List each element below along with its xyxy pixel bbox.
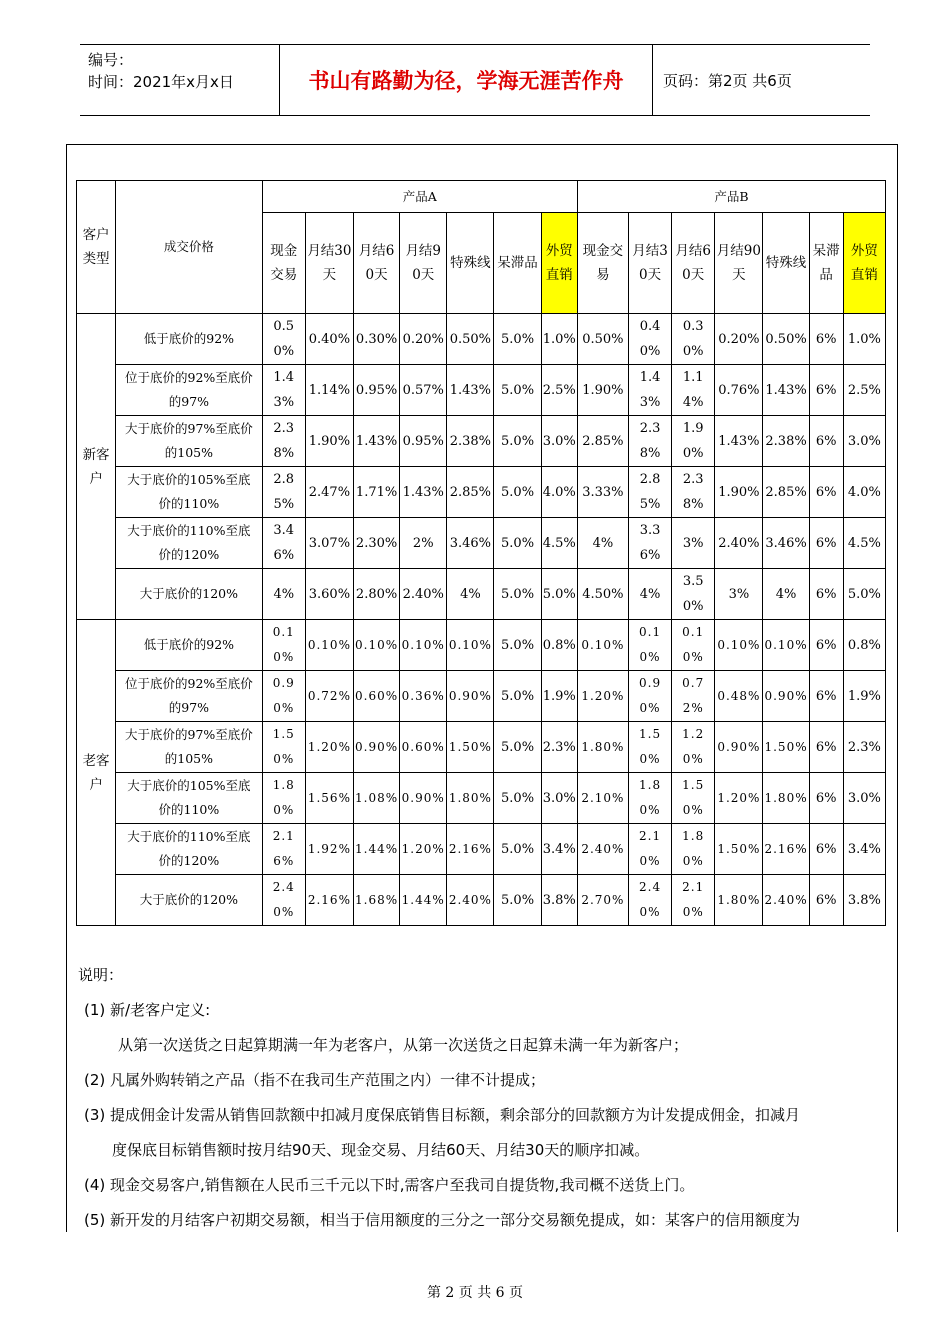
rate-cell-b: 0.10% — [672, 620, 715, 671]
rate-cell-a: 1.14% — [305, 365, 353, 416]
rate-cell-a: 2% — [400, 518, 447, 569]
rate-cell-a: 5.0% — [494, 569, 541, 620]
rate-cell-a: 1.43% — [400, 467, 447, 518]
product-b-term-header: 外贸直销 — [843, 213, 885, 314]
rate-cell-a: 2.3% — [541, 722, 577, 773]
rate-cell-b: 1.80% — [715, 875, 763, 926]
rate-cell-b: 2.3% — [843, 722, 885, 773]
rate-cell-b: 0.10% — [628, 620, 671, 671]
rate-cell-b: 6% — [809, 467, 843, 518]
rate-cell-a: 0.95% — [354, 365, 400, 416]
note-1-detail: 从第一次送货之日起算期满一年为老客户，从第一次送货之日起算未满一年为新客户； — [118, 1036, 689, 1054]
product-a-header: 产品A — [262, 181, 577, 213]
rate-cell-a: 0.36% — [400, 671, 447, 722]
rate-cell-b: 3.0% — [843, 416, 885, 467]
note-1: (1) 新/老客户定义: — [84, 1001, 211, 1019]
rate-cell-b: 2.40% — [628, 875, 671, 926]
rate-cell-b: 0.10% — [715, 620, 763, 671]
rate-cell-a: 0.60% — [400, 722, 447, 773]
rate-cell-b: 6% — [809, 518, 843, 569]
rate-cell-a: 3.07% — [305, 518, 353, 569]
rate-cell-a: 1.08% — [354, 773, 400, 824]
rate-cell-b: 0.90% — [628, 671, 671, 722]
rate-cell-a: 2.38% — [262, 416, 305, 467]
rate-cell-a: 5.0% — [494, 467, 541, 518]
notes-title: 说明： — [78, 966, 124, 984]
rate-cell-b: 1.20% — [577, 671, 628, 722]
rate-cell-a: 5.0% — [494, 416, 541, 467]
product-a-term-header: 月结90天 — [400, 213, 447, 314]
rate-cell-b: 4% — [763, 569, 809, 620]
page-footer: 第 2 页 共 6 页 — [426, 1285, 524, 1301]
rate-cell-b: 6% — [809, 722, 843, 773]
rate-cell-a: 1.90% — [305, 416, 353, 467]
rate-cell-b: 2.38% — [763, 416, 809, 467]
rate-cell-b: 3% — [715, 569, 763, 620]
rate-cell-a: 0.10% — [400, 620, 447, 671]
note-3: (3) 提成佣金计发需从销售回款额中扣减月度保底销售目标额，剩余部分的回款额方为计发提成佣金，扣减月 — [84, 1106, 801, 1124]
rate-cell-a: 2.40% — [400, 569, 447, 620]
header-row-products — [77, 181, 886, 213]
rate-cell-a: 1.9% — [541, 671, 577, 722]
rate-cell-a: 1.44% — [354, 824, 400, 875]
table-row — [77, 620, 886, 671]
rate-cell-b: 0.8% — [843, 620, 885, 671]
rate-cell-a: 5.0% — [494, 518, 541, 569]
rate-cell-b: 0.90% — [715, 722, 763, 773]
rate-cell-b: 2.70% — [577, 875, 628, 926]
product-b-term-header: 月结30天 — [628, 213, 671, 314]
rate-cell-b: 6% — [809, 569, 843, 620]
product-a-term-header: 呆滞品 — [494, 213, 541, 314]
rate-cell-b: 6% — [809, 365, 843, 416]
rate-cell-b: 1.20% — [715, 773, 763, 824]
rate-cell-b: 0.30% — [672, 314, 715, 365]
rate-cell-b: 1.20% — [672, 722, 715, 773]
price-range-label: 位于底价的92%至底价的97% — [116, 671, 263, 722]
table-row — [77, 671, 886, 722]
price-range-label: 大于底价的97%至底价的105% — [116, 416, 263, 467]
rate-cell-b: 6% — [809, 620, 843, 671]
product-b-term-header: 月结60天 — [672, 213, 715, 314]
rate-cell-b: 6% — [809, 824, 843, 875]
price-range-label: 大于底价的110%至底价的120% — [116, 824, 263, 875]
rate-cell-b: 1.50% — [672, 773, 715, 824]
rate-cell-a: 0.72% — [305, 671, 353, 722]
rate-cell-a: 1.80% — [447, 773, 494, 824]
rate-cell-b: 1.43% — [628, 365, 671, 416]
rate-cell-b: 1.43% — [715, 416, 763, 467]
rate-cell-a: 1.71% — [354, 467, 400, 518]
rate-cell-a: 5.0% — [494, 773, 541, 824]
rate-cell-a: 1.0% — [541, 314, 577, 365]
rate-cell-b: 2.10% — [672, 875, 715, 926]
rate-cell-a: 5.0% — [494, 620, 541, 671]
rate-cell-a: 2.30% — [354, 518, 400, 569]
rate-cell-a: 0.50% — [447, 314, 494, 365]
price-range-label: 大于底价的97%至底价的105% — [116, 722, 263, 773]
rate-cell-b: 0.10% — [577, 620, 628, 671]
rate-cell-b: 1.50% — [628, 722, 671, 773]
rate-cell-b: 4.5% — [843, 518, 885, 569]
rate-cell-b: 2.38% — [672, 467, 715, 518]
rate-cell-b: 4.50% — [577, 569, 628, 620]
rate-cell-a: 1.56% — [305, 773, 353, 824]
rate-cell-b: 1.50% — [715, 824, 763, 875]
product-a-term-header: 外贸直销 — [541, 213, 577, 314]
table-row — [77, 416, 886, 467]
rate-cell-b: 0.20% — [715, 314, 763, 365]
rate-cell-a: 0.60% — [354, 671, 400, 722]
note-2: (2) 凡属外购转销之产品（指不在我司生产范围之内）一律不计提成； — [84, 1071, 546, 1089]
rate-cell-b: 1.90% — [577, 365, 628, 416]
table-row — [77, 875, 886, 926]
rate-cell-a: 1.92% — [305, 824, 353, 875]
commission-table — [76, 180, 886, 926]
rate-cell-a: 2.40% — [262, 875, 305, 926]
rate-cell-a: 0.8% — [541, 620, 577, 671]
rate-cell-b: 6% — [809, 773, 843, 824]
number-label: 编号： — [88, 51, 134, 69]
rate-cell-b: 1.0% — [843, 314, 885, 365]
rate-cell-a: 2.85% — [262, 467, 305, 518]
rate-cell-b: 0.50% — [763, 314, 809, 365]
rate-cell-b: 3.0% — [843, 773, 885, 824]
rate-cell-b: 0.72% — [672, 671, 715, 722]
product-a-term-header: 现金交易 — [262, 213, 305, 314]
rate-cell-a: 5.0% — [494, 365, 541, 416]
price-header: 成交价格 — [116, 181, 263, 314]
rate-cell-b: 1.9% — [843, 671, 885, 722]
note-5: (5) 新开发的月结客户初期交易额，相当于信用额度的三分之一部分交易额免提成，如：某客户的信用额度为 — [84, 1211, 801, 1229]
rate-cell-b: 0.76% — [715, 365, 763, 416]
rate-cell-a: 3.0% — [541, 416, 577, 467]
page-header — [80, 44, 870, 116]
rate-cell-a: 1.43% — [262, 365, 305, 416]
rate-cell-b: 3% — [672, 518, 715, 569]
rate-cell-a: 1.20% — [305, 722, 353, 773]
notes-section — [78, 958, 898, 1238]
table-row — [77, 722, 886, 773]
rate-cell-a: 1.80% — [262, 773, 305, 824]
price-range-label: 低于底价的92% — [116, 620, 263, 671]
rate-cell-b: 1.43% — [763, 365, 809, 416]
rate-cell-a: 2.16% — [262, 824, 305, 875]
rate-cell-b: 2.85% — [577, 416, 628, 467]
customer-group-label: 老客户 — [77, 620, 116, 926]
rate-cell-b: 3.8% — [843, 875, 885, 926]
rate-cell-b: 1.50% — [763, 722, 809, 773]
rate-cell-a: 4% — [262, 569, 305, 620]
rate-cell-b: 4% — [628, 569, 671, 620]
rate-cell-a: 5.0% — [494, 875, 541, 926]
rate-cell-b: 3.36% — [628, 518, 671, 569]
page-info: 页码：第2页 共6页 — [663, 71, 792, 90]
rate-cell-a: 3.46% — [447, 518, 494, 569]
rate-cell-b: 6% — [809, 416, 843, 467]
rate-cell-a: 3.8% — [541, 875, 577, 926]
table-row — [77, 365, 886, 416]
table-row — [77, 824, 886, 875]
rate-cell-a: 2.5% — [541, 365, 577, 416]
rate-cell-b: 6% — [809, 875, 843, 926]
rate-cell-b: 1.80% — [763, 773, 809, 824]
price-range-label: 大于底价的105%至底价的110% — [116, 467, 263, 518]
rate-cell-a: 3.4% — [541, 824, 577, 875]
rate-cell-b: 0.50% — [577, 314, 628, 365]
rate-cell-a: 2.80% — [354, 569, 400, 620]
table-row — [77, 518, 886, 569]
rate-cell-b: 2.40% — [763, 875, 809, 926]
rate-cell-a: 2.47% — [305, 467, 353, 518]
customer-type-header: 客户类型 — [77, 181, 116, 314]
rate-cell-b: 2.40% — [577, 824, 628, 875]
rate-cell-a: 0.40% — [305, 314, 353, 365]
product-b-term-header: 呆滞品 — [809, 213, 843, 314]
rate-cell-a: 0.10% — [305, 620, 353, 671]
rate-cell-a: 1.50% — [262, 722, 305, 773]
product-b-term-header: 特殊线 — [763, 213, 809, 314]
rate-cell-a: 3.60% — [305, 569, 353, 620]
rate-cell-a: 0.20% — [400, 314, 447, 365]
rate-cell-b: 0.90% — [763, 671, 809, 722]
rate-cell-a: 0.50% — [262, 314, 305, 365]
product-a-term-header: 月结60天 — [354, 213, 400, 314]
product-b-term-header: 现金交易 — [577, 213, 628, 314]
rate-cell-b: 2.85% — [628, 467, 671, 518]
rate-cell-b: 4.0% — [843, 467, 885, 518]
rate-cell-a: 5.0% — [494, 824, 541, 875]
header-meta — [80, 45, 280, 115]
rate-cell-b: 1.90% — [715, 467, 763, 518]
rate-cell-b: 2.85% — [763, 467, 809, 518]
rate-cell-b: 3.33% — [577, 467, 628, 518]
customer-group-label: 新客户 — [77, 314, 116, 620]
rate-cell-a: 2.85% — [447, 467, 494, 518]
rate-cell-a: 0.90% — [354, 722, 400, 773]
time-label: 时间：2021年x月x日 — [88, 73, 234, 91]
rate-cell-a: 0.30% — [354, 314, 400, 365]
rate-cell-a: 0.10% — [447, 620, 494, 671]
rate-cell-a: 5.0% — [541, 569, 577, 620]
rate-cell-a: 5.0% — [494, 722, 541, 773]
rate-cell-b: 1.14% — [672, 365, 715, 416]
rate-cell-a: 1.20% — [400, 824, 447, 875]
rate-cell-b: 3.4% — [843, 824, 885, 875]
rate-cell-b: 3.46% — [763, 518, 809, 569]
rate-cell-a: 0.10% — [262, 620, 305, 671]
rate-cell-b: 1.80% — [628, 773, 671, 824]
rate-cell-b: 0.40% — [628, 314, 671, 365]
rate-cell-a: 3.0% — [541, 773, 577, 824]
rate-cell-b: 1.90% — [672, 416, 715, 467]
rate-cell-b: 1.80% — [577, 722, 628, 773]
rate-cell-a: 4% — [447, 569, 494, 620]
rate-cell-b: 5.0% — [843, 569, 885, 620]
rate-cell-a: 0.95% — [400, 416, 447, 467]
product-a-term-header: 特殊线 — [447, 213, 494, 314]
rate-cell-b: 0.10% — [763, 620, 809, 671]
price-range-label: 大于底价的110%至底价的120% — [116, 518, 263, 569]
rate-cell-b: 6% — [809, 314, 843, 365]
note-3-cont: 度保底目标销售额时按月结90天、现金交易、月结60天、月结30天的顺序扣减。 — [112, 1141, 650, 1159]
price-range-label: 位于底价的92%至底价的97% — [116, 365, 263, 416]
rate-cell-b: 2.5% — [843, 365, 885, 416]
rate-cell-a: 1.68% — [354, 875, 400, 926]
rate-cell-a: 2.16% — [447, 824, 494, 875]
rate-cell-a: 3.46% — [262, 518, 305, 569]
rate-cell-b: 6% — [809, 671, 843, 722]
price-range-label: 低于底价的92% — [116, 314, 263, 365]
rate-cell-b: 2.40% — [715, 518, 763, 569]
rate-cell-a: 1.43% — [447, 365, 494, 416]
rate-cell-b: 2.10% — [628, 824, 671, 875]
rate-cell-a: 4.5% — [541, 518, 577, 569]
rate-cell-a: 5.0% — [494, 671, 541, 722]
table-row — [77, 467, 886, 518]
rate-cell-a: 0.90% — [400, 773, 447, 824]
rate-cell-a: 0.57% — [400, 365, 447, 416]
rate-cell-a: 2.40% — [447, 875, 494, 926]
note-4: (4) 现金交易客户,销售额在人民币三千元以下时,需客户至我司自提货物,我司概不送货上门。 — [84, 1176, 695, 1194]
rate-cell-b: 3.50% — [672, 569, 715, 620]
product-a-term-header: 月结30天 — [305, 213, 353, 314]
rate-cell-b: 1.80% — [672, 824, 715, 875]
rate-cell-b: 2.16% — [763, 824, 809, 875]
product-b-term-header: 月结90天 — [715, 213, 763, 314]
rate-cell-a: 0.10% — [354, 620, 400, 671]
price-range-label: 大于底价的105%至底价的110% — [116, 773, 263, 824]
rate-cell-a: 0.90% — [447, 671, 494, 722]
table-row — [77, 314, 886, 365]
rate-cell-b: 4% — [577, 518, 628, 569]
motto: 书山有路勤为径，学海无涯苦作舟 — [280, 45, 653, 115]
rate-cell-a: 1.43% — [354, 416, 400, 467]
rate-cell-a: 5.0% — [494, 314, 541, 365]
rate-cell-a: 1.50% — [447, 722, 494, 773]
price-range-label: 大于底价的120% — [116, 875, 263, 926]
rate-cell-b: 2.10% — [577, 773, 628, 824]
table-row — [77, 773, 886, 824]
rate-cell-b: 2.38% — [628, 416, 671, 467]
rate-cell-b: 0.48% — [715, 671, 763, 722]
rate-cell-a: 2.38% — [447, 416, 494, 467]
price-range-label: 大于底价的120% — [116, 569, 263, 620]
product-b-header: 产品B — [577, 181, 885, 213]
rate-cell-a: 2.16% — [305, 875, 353, 926]
table-row — [77, 569, 886, 620]
rate-cell-a: 0.90% — [262, 671, 305, 722]
rate-cell-a: 4.0% — [541, 467, 577, 518]
rate-cell-a: 1.44% — [400, 875, 447, 926]
